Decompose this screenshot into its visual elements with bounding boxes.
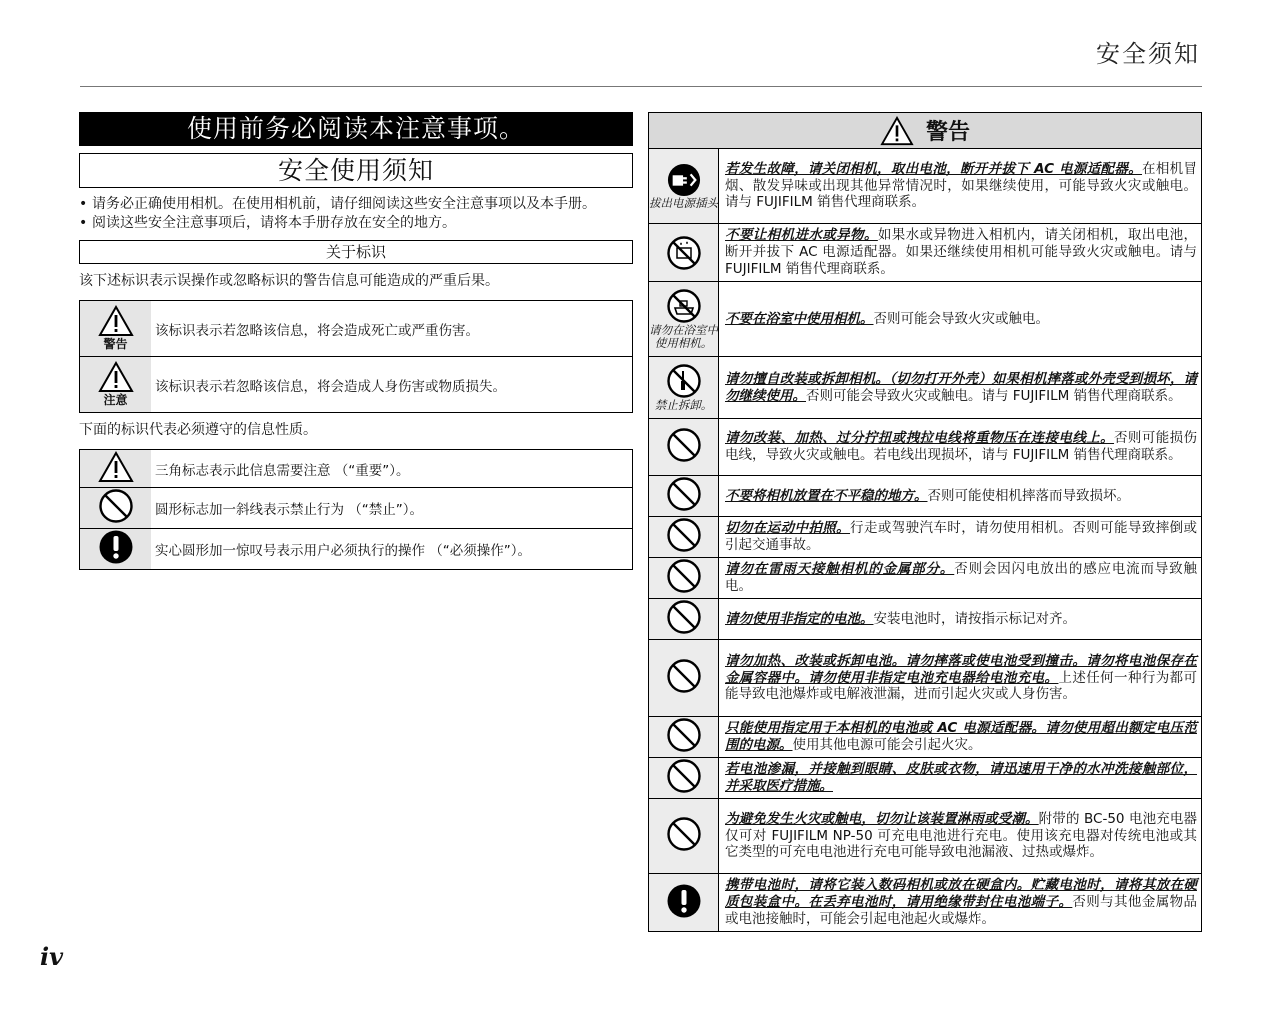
warning-table	[648, 112, 1202, 932]
warning-table-header	[649, 113, 1202, 149]
warning-text: 如果水或异物进入相机内，请关闭相机，取出电池，断开并拔下 AC 电源适配器。如果还继续使用相机可能导致火灾或触电。请与 FUJIFILM 销售代理商联系。	[725, 227, 1198, 277]
icon-caption: 请勿在浴室中使用相机。	[649, 323, 718, 350]
warning-triangle-icon	[98, 305, 134, 337]
warning-heading: 警告	[925, 120, 970, 145]
warning-text: 行走或驾驶汽车时，请勿使用相机。否则可能导致摔倒或引起交通事故。	[725, 520, 1198, 553]
warning-lead: 不要在浴室中使用相机。	[725, 310, 874, 327]
prohibition-icon	[666, 658, 702, 694]
warning-text: 附带的 BC-50 电池充电器仅可对 FUJIFILM NP-50 可充电电池进行充电。使用该充电器对传统电池或其它类型的可充电电池进行充电可能导致电池漏液、过热或爆炸。	[725, 810, 1197, 861]
read-before-use-banner: 使用前务必阅读本注意事项。	[79, 112, 633, 146]
prohibition-icon	[666, 427, 702, 463]
caution-triangle-icon	[98, 361, 134, 393]
warning-lead: 只能使用指定用于本相机的电池或 AC 电源适配器。请勿使用超出额定电压范围的电源。	[725, 720, 1197, 753]
prohibition-icon	[98, 488, 134, 524]
mandatory-icon	[666, 883, 702, 919]
severity-description: 该标识表示若忽略该信息，将会造成死亡或严重伤害。	[155, 322, 479, 339]
prohibition-icon	[666, 558, 702, 594]
table-row	[649, 717, 1202, 758]
no-water-icon	[666, 235, 702, 271]
warning-lead: 不要让相机进水或异物。	[725, 227, 878, 244]
list-item: • 请务必正确使用相机。在使用相机前，请仔细阅读这些安全注意事项以及本手册。	[79, 195, 633, 214]
warning-text: 否则可能会导致火灾或触电。	[873, 310, 1049, 327]
marks-intro-text: 该下述标识表示误操作或忽略标识的警告信息可能造成的严重后果。	[79, 273, 499, 289]
table-row	[649, 599, 1202, 640]
warning-text: 上述任何一种行为都可能导致电池爆炸或电解液泄漏，进而引起火灾或人身伤害。	[725, 669, 1198, 703]
warning-text: 使用其他电源可能会引起火灾。	[792, 737, 982, 753]
nature-legend-table	[79, 449, 633, 570]
table-row	[649, 874, 1202, 932]
warning-lead: 不要将相机放置在不平稳的地方。	[725, 487, 928, 504]
nature-description: 圆形标志加一斜线表示禁止行为 （“禁止”）。	[151, 488, 633, 529]
table-row	[649, 758, 1202, 799]
no-bathroom-icon	[666, 288, 702, 324]
warning-text: 安装电池时，请按指示标记对齐。	[873, 610, 1076, 627]
icon-caption: 禁止拆卸。	[654, 398, 713, 412]
triangle-icon	[98, 451, 134, 483]
page-header-title: 安全须知	[1096, 40, 1200, 68]
prohibition-icon	[666, 599, 702, 635]
warning-triangle-icon	[880, 116, 914, 146]
table-row	[80, 488, 633, 529]
prohibition-icon	[666, 476, 702, 512]
table-row	[649, 224, 1202, 282]
warning-lead: 若电池渗漏，并接触到眼睛、皮肤或衣物，请迅速用干净的水冲洗接触部位，并采取医疗措施。	[725, 761, 1197, 794]
severity-description: 该标识表示若忽略该信息，将会造成人身伤害或物质损失。	[151, 357, 633, 413]
nature-intro-text: 下面的标识代表必须遵守的信息性质。	[79, 422, 317, 438]
caution-label: 注意	[103, 393, 128, 407]
table-row	[80, 301, 633, 357]
left-column	[79, 112, 633, 570]
warning-lead: 请勿在雷雨天接触相机的金属部分。	[725, 561, 955, 578]
table-row	[649, 558, 1202, 599]
warning-lead: 请勿加热、改装或拆卸电池。请勿摔落或使电池受到撞击。请勿将电池保存在金属容器中。请勿使用非指定电池充电器给电池充电。	[725, 652, 1197, 686]
safety-notes-title: 安全使用须知	[79, 153, 633, 188]
prohibition-icon	[666, 717, 702, 753]
table-row	[649, 357, 1202, 419]
table-row	[649, 282, 1202, 357]
nature-description: 实心圆形加一惊叹号表示用户必须执行的操作 （“必须操作”）。	[151, 529, 633, 570]
about-marks-heading: 关于标识	[79, 240, 633, 264]
warning-lead: 请勿改装、加热、过分拧扭或拽拉电线将重物压在连接电线上。	[725, 430, 1115, 447]
right-column	[648, 112, 1202, 932]
intro-bullets	[79, 195, 633, 233]
no-disassembly-icon	[666, 363, 702, 399]
table-row	[649, 517, 1202, 558]
prohibition-icon	[666, 517, 702, 553]
list-item: • 阅读这些安全注意事项后，请将本手册存放在安全的地方。	[79, 214, 633, 233]
warning-text: 否则会因闪电放出的感应电流而导致触电。	[725, 561, 1197, 594]
prohibition-icon	[666, 816, 702, 852]
warning-text: 否则可能使相机摔落而导致损坏。	[927, 487, 1130, 504]
page-number: iv	[40, 942, 64, 971]
unplug-icon	[667, 163, 701, 197]
warning-text: 否则与其他金属物品或电池接触时，可能会引起电池起火或爆炸。	[725, 894, 1198, 927]
table-row	[649, 476, 1202, 517]
warning-lead: 切勿在运动中拍照。	[725, 520, 851, 537]
mandatory-icon	[98, 529, 134, 565]
warning-text: 否则可能损伤电线，导致火灾或触电。若电线出现损坏，请与 FUJIFILM 销售代理商联系。	[725, 430, 1198, 463]
warning-text: 在相机冒烟、散发异味或出现其他异常情况时，如果继续使用，可能导致火灾或触电。请与 FUJIFILM 销售代理商联系。	[725, 160, 1198, 211]
warning-lead: 请勿擅自改装或拆卸相机。（切勿打开外壳）如果相机摔落或外壳受到损坏，请勿继续使用。	[725, 370, 1197, 404]
prohibition-icon	[666, 758, 702, 794]
table-row	[649, 640, 1202, 717]
table-row	[649, 799, 1202, 874]
warning-lead: 携带电池时，请将它装入数码相机或放在硬盒内。贮藏电池时，请将其放在硬质包装盒中。在丢弃电池时，请用绝缘带封住电池端子。	[725, 877, 1197, 911]
table-row	[80, 357, 633, 413]
table-row	[649, 149, 1202, 224]
severity-legend-table	[79, 300, 633, 413]
table-row	[80, 529, 633, 570]
warning-text: 否则可能会导致火灾或触电。请与 FUJIFILM 销售代理商联系。	[806, 387, 1182, 404]
warning-lead: 为避免发生火灾或触电，切勿让该装置淋雨或受潮。	[725, 810, 1039, 827]
icon-caption: 拔出电源插头	[649, 195, 718, 210]
header-divider	[80, 86, 1202, 87]
table-row	[80, 450, 633, 488]
warning-label: 警告	[103, 337, 128, 351]
nature-description: 三角标志表示此信息需要注意 （“重要”）。	[155, 462, 410, 479]
warning-lead: 若发生故障，请关闭相机，取出电池，断开并拔下 AC 电源适配器。	[725, 160, 1143, 177]
table-row	[649, 419, 1202, 476]
warning-lead: 请勿使用非指定的电池。	[725, 610, 874, 627]
